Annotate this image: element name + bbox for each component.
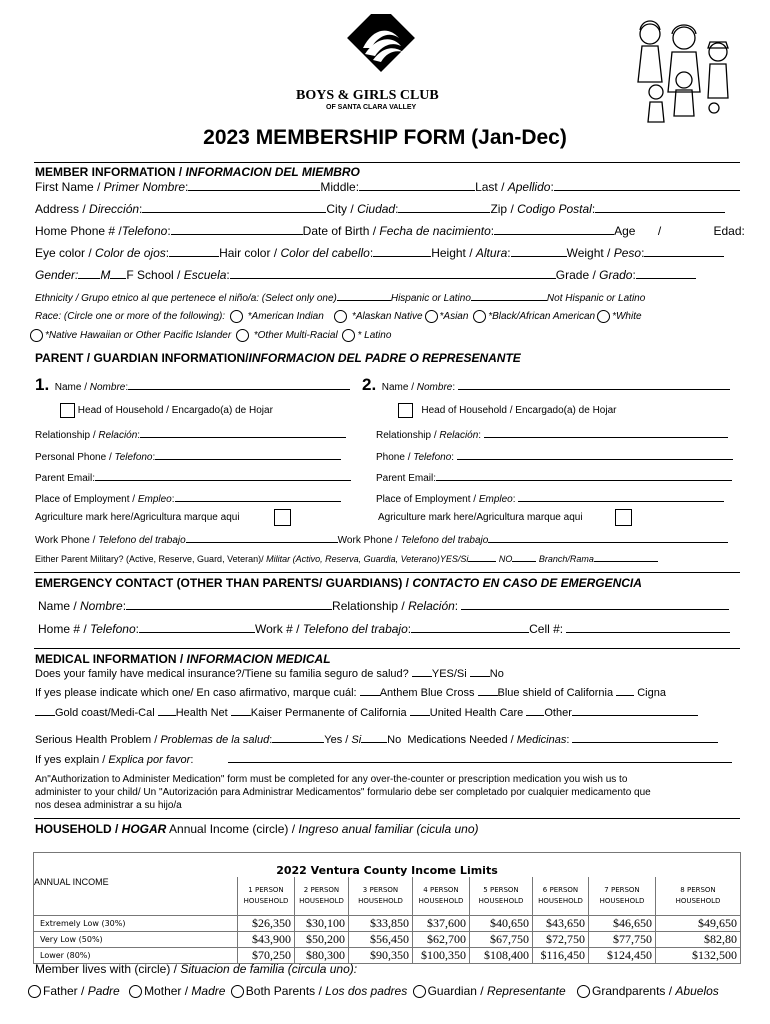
kids-illustration [628,12,740,124]
first-name-field[interactable] [188,179,320,191]
school-field[interactable] [230,267,556,279]
col-header-4: 4 PERSON HOUSEHOLD [413,877,470,915]
race-american-indian-option[interactable] [230,310,243,323]
ethnicity-not-hispanic-field[interactable] [471,291,547,301]
medical-insurance-row: Does your family have medical insurance?/Tiene su familia seguro de salud? YES/Si No [35,668,504,680]
other-provider-name-field[interactable] [572,706,698,716]
insurance-yes-field[interactable] [412,667,432,677]
parent-1-email-field[interactable] [95,469,351,481]
annual-income-header: ANNUAL INCOME [34,877,238,915]
other-provider-field[interactable] [526,706,544,716]
parent-1-name-field[interactable] [128,378,350,390]
parent-2-agri-checkbox[interactable] [615,509,632,526]
middle-name-field[interactable] [359,179,475,191]
parent-1-name-row: 1. Name / Nombre: [35,375,350,395]
parent-2-email-row: Parent Email: [376,469,732,484]
dob-field[interactable] [494,223,614,235]
serious-health-no-field[interactable] [361,733,387,743]
grade-field[interactable] [636,267,696,279]
parent-section-heading: PARENT / GUARDIAN INFORMATION/INFORMACION DEL PADRE O REPRESENANTE [35,351,521,365]
table-row: Lower (80%) $70,250 $80,300 $90,350 $100,350 $108,400 $116,450 $124,450 $132,500 [34,947,741,963]
emergency-home-phone-field[interactable] [139,621,255,633]
military-yes-field[interactable] [468,553,496,562]
race-alaskan-native-option[interactable] [334,310,347,323]
parent-2-hoh-checkbox[interactable] [398,403,413,418]
member-section-heading: MEMBER INFORMATION / INFORMACION DEL MIEMBRO [35,165,360,179]
explain-row: If yes explain / Explica por favor: [35,753,732,766]
parent-1-relationship-row: Relationship / Relación: [35,426,346,441]
member-address-row: Address / Dirección: City / Ciudad: Zip / Codigo Postal: [35,201,725,216]
race-native-hawaiian-option[interactable] [30,329,43,342]
guardian-option[interactable] [413,985,426,998]
parent-1-phone-row: Personal Phone / Telefono: [35,448,341,463]
member-phone-row: Home Phone # /Telefono: Date of Birth / Fecha de nacimiento: Age / Edad: [35,224,745,238]
emergency-work-phone-field[interactable] [411,621,529,633]
address-field[interactable] [142,201,326,213]
ethnicity-row: Ethnicity / Grupo etnico al que pertenece el niño/a: (Select only one) Hispanic or Latino Not Hispanic or Latino [35,293,646,304]
parent-1-phone-field[interactable] [155,448,341,460]
member-gender-row: Gender: M F School / Escuela: Grade / Grado: [35,267,696,282]
medical-provider-row-1: If yes please indicate which one/ En caso afirmativo, marque cuál: Anthem Blue Cross Blue shield of California Cigna [35,687,666,699]
eye-color-field[interactable] [169,245,219,257]
parent-1-work-phone-field[interactable] [186,531,338,543]
emergency-cell-field[interactable] [566,621,730,633]
serious-health-row: Serious Health Problem / Problemas de la salud: Yes / Si No Medications Needed / Medicinas: [35,733,718,746]
col-header-3: 3 PERSON HOUSEHOLD [349,877,413,915]
member-name-row: First Name / Primer Nombre: Middle: Last / Apellido: [35,179,740,194]
medical-provider-row-2: Gold coast/Medi-Cal Health Net Kaiser Permanente of California United Health Care Other [35,706,698,719]
parent-1-agri-checkbox[interactable] [274,509,291,526]
parent-1-email-row: Parent Email: [35,469,351,484]
member-appearance-row: Eye color / Color de ojos: Hair color / Color del cabello: Height / Altura: Weight / Peso: [35,245,724,260]
grandparents-option[interactable] [577,985,590,998]
military-no-field[interactable] [512,553,536,562]
parent-2-name-field[interactable] [458,378,730,390]
last-name-field[interactable] [554,179,740,191]
race-multi-racial-option[interactable] [236,329,249,342]
parent-1-employment-row: Place of Employment / Empleo: [35,490,341,505]
gold-coast-field[interactable] [35,706,55,716]
col-header-2: 2 PERSON HOUSEHOLD [295,877,349,915]
health-net-field[interactable] [158,706,176,716]
parent-2-agri-row: Agriculture mark here/Agricultura marque aqui [378,509,632,526]
org-subname: OF SANTA CLARA VALLEY [326,104,417,111]
table-row: Extremely Low (30%) $26,350 $30,100 $33,850 $37,600 $40,650 $43,650 $46,650 $49,650 [34,915,741,931]
lives-with-row: Member lives with (circle) / Situacion de familia (circula uno): [35,962,358,976]
anthem-field[interactable] [360,686,380,696]
medications-field[interactable] [572,733,718,743]
parent-1-employment-field[interactable] [175,490,341,502]
mother-option[interactable] [129,985,142,998]
medical-section-heading: MEDICAL INFORMATION / INFORMACION MEDICAL [35,652,331,666]
income-table-title: 2022 Ventura County Income Limits [34,853,741,878]
race-row-1: Race: (Circle one or more of the following): *American Indian *Alaskan Native *Asian *Black/African American *White [35,311,642,323]
parent-1-hoh-row: Head of Household / Encargado(a) de Hojar [60,403,273,418]
col-header-8: 8 PERSON HOUSEHOLD [656,877,741,915]
club-logo-mark [333,14,429,88]
col-header-7: 7 PERSON HOUSEHOLD [589,877,656,915]
emergency-name-row: Name / Nombre: Relationship / Relación: [38,598,729,613]
col-header-6: 6 PERSON HOUSEHOLD [533,877,589,915]
race-white-option[interactable] [597,310,610,323]
ethnicity-hispanic-field[interactable] [337,291,391,301]
parent-2-relationship-field[interactable] [484,426,728,438]
parent-2-work-phone-field[interactable] [488,531,728,543]
parent-1-hoh-checkbox[interactable] [60,403,75,418]
parent-2-phone-row: Phone / Telefono: [376,448,733,463]
zip-field[interactable] [595,201,725,213]
gender-f-field[interactable] [110,267,126,279]
parent-2-email-field[interactable] [436,469,732,481]
united-field[interactable] [410,706,430,716]
kaiser-field[interactable] [231,706,251,716]
table-row: Very Low (50%) $43,900 $50,200 $56,450 $62,700 $67,750 $72,750 $77,750 $82,80 [34,931,741,947]
serious-health-yes-field[interactable] [272,733,324,743]
page-title: 2023 MEMBERSHIP FORM (Jan-Dec) [203,126,567,149]
parent-2-employment-field[interactable] [518,490,724,502]
explain-field[interactable] [228,753,732,763]
home-phone-field[interactable] [171,223,303,235]
military-branch-field[interactable] [594,553,658,562]
race-row-2: *Native Hawaiian or Other Pacific Islander *Other Multi-Racial * Latino [28,329,391,342]
authorization-notice: An"Authorization to Administer Medication" form must be completed for any over-the-counter or prescription medication you wish us to administer to your child/ Un "Autorización para Administrar Medicamentos" formulario debe ser completado por cualquier medicamento que nos desea administrar a su hijo/a [35,774,651,811]
parent-1-agri-row: Agriculture mark here/Agricultura marque aqui [35,509,291,526]
emergency-section-heading: EMERGENCY CONTACT (OTHER THAN PARENTS/ GUARDIANS) / CONTACTO EN CASO DE EMERGENCIA [35,576,642,590]
parent-2-name-row: 2. Name / Nombre: [362,375,730,395]
emergency-name-field[interactable] [126,598,332,610]
org-name: BOYS & GIRLS CLUB [296,88,439,103]
emergency-phone-row: Home # / Telefono: Work # / Telefono del trabajo: Cell #: [38,621,730,636]
col-header-5: 5 PERSON HOUSEHOLD [470,877,533,915]
cigna-field[interactable] [616,686,634,696]
both-parents-option[interactable] [231,985,244,998]
household-section-heading: HOUSEHOLD / HOGAR Annual Income (circle) / Ingreso anual familiar (cicula uno) [35,822,479,836]
blue-shield-field[interactable] [478,686,498,696]
lives-with-options: Father / Padre Mother / Madre Both Parents / Los dos padres Guardian / Representante Grandparents / Abuelos [26,984,719,998]
race-black-option[interactable] [473,310,486,323]
parent-work-phone-row: Work Phone / Telefono del trabajo Work Phone / Telefono del trabajo [35,531,728,546]
height-field[interactable] [511,245,567,257]
parent-2-employment-row: Place of Employment / Empleo: [376,490,724,505]
parent-2-relationship-row: Relationship / Relación: [376,426,728,441]
city-field[interactable] [398,201,490,213]
race-latino-option[interactable] [342,329,355,342]
parent-1-relationship-field[interactable] [140,426,346,438]
father-option[interactable] [28,985,41,998]
gender-m-field[interactable] [78,267,100,279]
weight-field[interactable] [644,245,724,257]
race-asian-option[interactable] [425,310,438,323]
emergency-relationship-field[interactable] [461,598,729,610]
col-header-1: 1 PERSON HOUSEHOLD [238,877,295,915]
parent-2-hoh-row: Head of Household / Encargado(a) de Hojar [398,403,616,418]
parent-2-phone-field[interactable] [457,448,733,460]
insurance-no-field[interactable] [470,667,490,677]
income-limits-table [33,852,741,964]
hair-color-field[interactable] [373,245,431,257]
club-logo [333,14,429,88]
parent-military-row: Either Parent Military? (Active, Reserve, Guard, Veteran)/ Militar (Activo, Reserva, Guardia, Veterano)YES/Si NO Branch/Rama [35,553,658,564]
